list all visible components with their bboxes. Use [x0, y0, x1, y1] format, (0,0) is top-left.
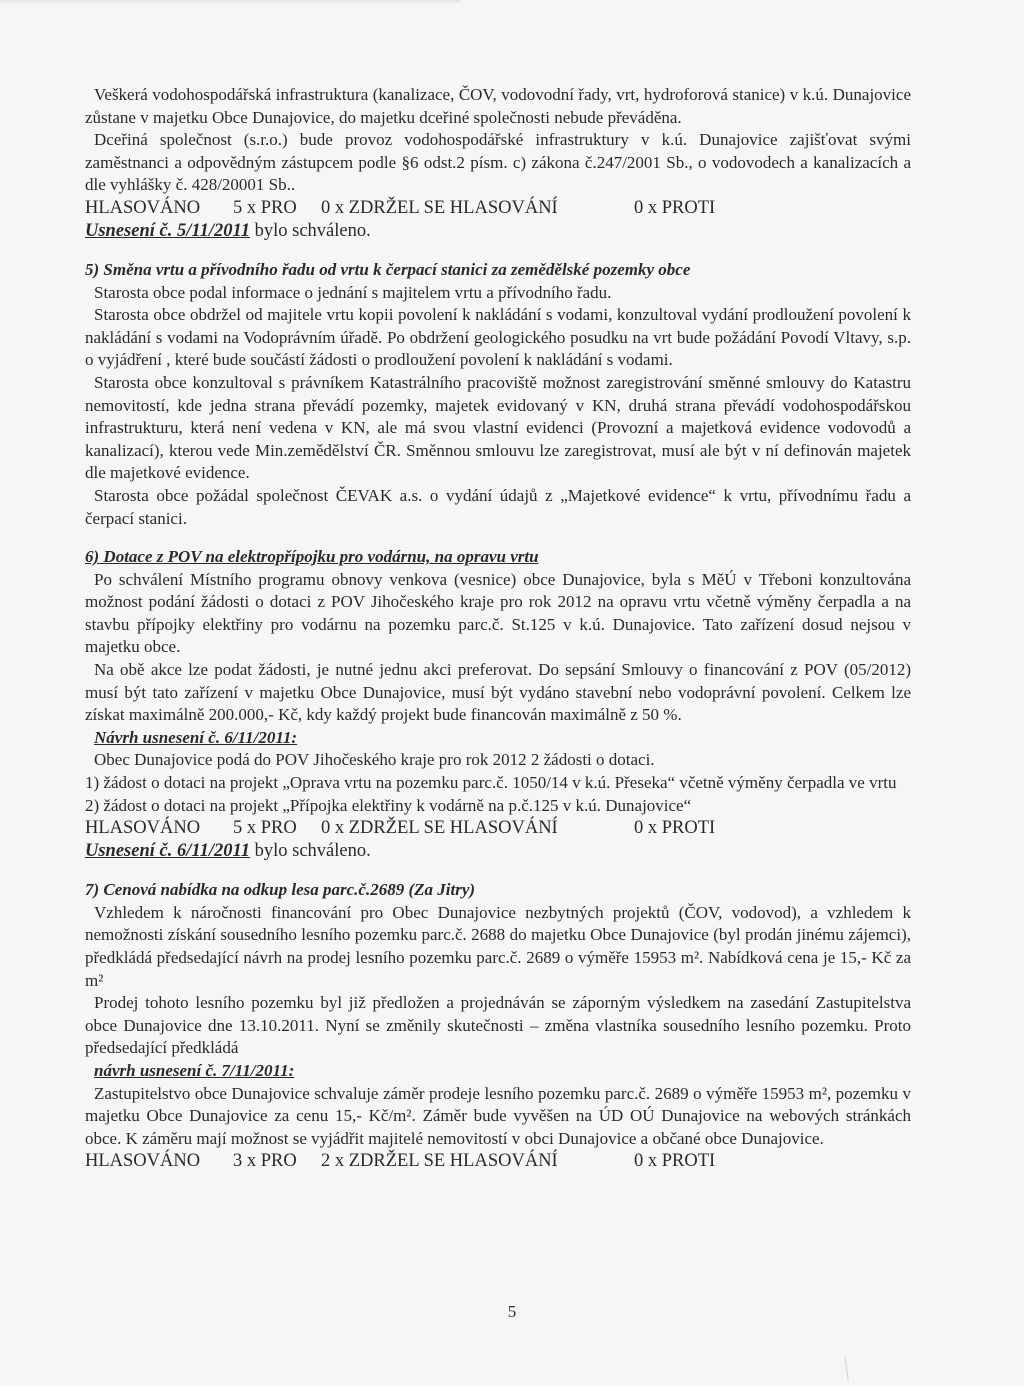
- vote-abstain: 2 x ZDRŽEL SE HLASOVÁNÍ: [321, 1151, 558, 1172]
- vote-pro: 5 x PRO: [233, 197, 297, 218]
- paragraph-7c: Zastupitelstvo obce Dunajovice schvaluje záměr prodeje lesního pozemku parc.č. 2689 o výměře 15953 m², pozemku v majetku Obce Dunajovice za cenu 15,- Kč/m². Záměr bude vyvěšen na ÚD OÚ Dunajovice na webových stránkách obce. K záměru mají možnost se vyjádřit majitelé nemovitostí v obci Dunajovice a občané obce Dunajovice.: [85, 1083, 911, 1148]
- paragraph-5a: Starosta obce podal informace o jednání s majitelem vrtu a přívodního řadu.: [94, 282, 612, 302]
- page-number: 5: [507, 1302, 517, 1321]
- paragraph-6c: Obec Dunajovice podá do POV Jihočeského kraje pro rok 2012 2 žádosti o dotaci.: [94, 750, 655, 770]
- resolution-text: bylo schváleno.: [249, 220, 371, 241]
- paragraph-subsidiary: Dceřiná společnost (s.r.o.) bude provoz vodohospodářské infrastruktury v k.ú. Dunajovice zajišťovat svými zaměstnanci a odpovědným zástupcem podle §6 odst.2 písm. c) zákona č.247/2001 Sb., o vodovodech a kanalizacích a dle vyhlášky č. 428/20001 Sb..: [85, 130, 911, 195]
- paragraph-5d: Starosta obce požádal společnost ČEVAK a.s. o vydání údajů z „Majetkové evidence“ k vrtu, přívodnímu řadu a čerpací stanici.: [85, 485, 911, 528]
- vote-record-3: [85, 1150, 911, 1173]
- vote-pro: 5 x PRO: [233, 818, 297, 839]
- vote-record-1: [85, 197, 911, 220]
- paragraph-6a: Po schválení Místního programu obnovy venkova (vesnice) obce Dunajovice, byla s MěÚ v Třeboni konzultována možnost podání žádosti o dotaci z POV Jihočeského kraje pro rok 2012 na opravu vrtu včetně výměny čerpadla a na stavbu přípojky elektřiny pro vodárnu na pozemku parc.č. St.125 v k.ú. Dunajovice. Tato zařízení dosud nejsou v majetku obce.: [85, 569, 911, 657]
- paragraph-5c: Starosta obce konzultoval s právníkem Katastrálního pracoviště možnost zaregistrování směnné smlouvy do Katastru nemovitostí, kde jedna strana převádí pozemky, majetek evidovaný v KN, druhá strana převádí vodohospodářskou infrastrukturu, která není vedena v KN, ale má svou vlastní evidenci (Provozní a majetková evidence vodovodů a kanalizací), kterou vede Min.zemědělství ČR. Směnnou smlouvu lze zaregistrovat, musí ale být v ní definován majetek dle majetkové evidence.: [85, 372, 911, 483]
- paragraph-infrastructure: Veškerá vodohospodářská infrastruktura (kanalizace, ČOV, vodovodní řady, vrt, hydroforová stanice) v k.ú. Dunajovice zůstane v majetku Obce Dunajovice, do majetku dceřiné společnosti nebude převáděna.: [85, 85, 911, 127]
- vote-record-2: [85, 817, 911, 840]
- resolution-2: [85, 840, 911, 863]
- resolution-proposal-7: návrh usnesení č. 7/11/2011:: [94, 1060, 295, 1080]
- document-page: [85, 84, 911, 1173]
- resolution-label: Usnesení č. 6/11/2011: [85, 841, 250, 862]
- section-heading-6: 6) Dotace z POV na elektropřípojku pro vodárnu, na opravu vrtu: [85, 547, 539, 567]
- resolution-1: [85, 220, 911, 243]
- vote-against: 0 x PROTI: [634, 197, 716, 218]
- scan-mark: [844, 1356, 852, 1380]
- vote-against: 0 x PROTI: [634, 1151, 716, 1172]
- paragraph-6d: 1) žádost o dotaci na projekt „Oprava vrtu na pozemku parc.č. 1050/14 v k.ú. Přeseka“ včetně výměny čerpadla ve vrtu: [85, 773, 897, 793]
- vote-label: HLASOVÁNO: [85, 1151, 201, 1172]
- resolution-proposal-6: Návrh usnesení č. 6/11/2011:: [94, 727, 298, 747]
- section-heading-7: 7) Cenová nabídka na odkup lesa parc.č.2689 (Za Jitry): [85, 880, 476, 900]
- resolution-text: bylo schváleno.: [249, 841, 371, 862]
- vote-against: 0 x PROTI: [634, 818, 716, 839]
- scan-edge: [0, 0, 460, 4]
- vote-label: HLASOVÁNO: [85, 197, 201, 218]
- paragraph-7a: Vzhledem k náročnosti financování pro Obec Dunajovice nezbytných projektů (ČOV, vodovod), a vzhledem k nemožnosti získání sousedního lesního pozemku parc.č. 2688 do majetku Obce Dunajovice (byl prodán jinému zájemci), předkládá předsedající návrh na prodej lesního pozemku parc.č. 2689 o výměře 15953 m². Nabídková cena je 15,- Kč za m²: [85, 902, 911, 990]
- paragraph-5b: Starosta obce obdržel od majitele vrtu kopii povolení k nakládání s vodami, konzultoval vydání prodloužení povolení k nakládání s vodami na Vodoprávním úřadě. Po obdržení geologického posudku na vrt bude požádání Povodí Vltavy, s.p. o vyjádření , které bude součástí žádosti o prodloužení povolení k nakládání s vodami.: [85, 305, 911, 370]
- paragraph-6e: 2) žádost o dotaci na projekt „Přípojka elektřiny k vodárně na p.č.125 v k.ú. Dunajovice“: [85, 795, 692, 815]
- vote-abstain: 0 x ZDRŽEL SE HLASOVÁNÍ: [321, 818, 558, 839]
- paragraph-6b: Na obě akce lze podat žádosti, je nutné jednu akci preferovat. Do sepsání Smlouvy o financování z POV (05/2012) musí být tato zařízení v majetku Obce Dunajovice, musí být vydáno stavební nebo vodoprávní povolení. Celkem lze získat maximálně 200.000,- Kč, kdy každý projekt bude financován maximálně z 50 %.: [85, 660, 911, 725]
- resolution-label: Usnesení č. 5/11/2011: [85, 220, 250, 241]
- paragraph-7b: Prodej tohoto lesního pozemku byl již předložen a projednáván se záporným výsledkem na zasedání Zastupitelstva obce Dunajovice dne 13.10.2011. Nyní se změnily skutečnosti – změna vlastníka sousedního lesního pozemku. Proto předsedající předkládá: [85, 993, 911, 1058]
- vote-abstain: 0 x ZDRŽEL SE HLASOVÁNÍ: [321, 197, 558, 218]
- section-heading-5: 5) Směna vrtu a přívodního řadu od vrtu k čerpací stanici za zemědělské pozemky obce: [85, 259, 691, 279]
- vote-label: HLASOVÁNO: [85, 818, 201, 839]
- vote-pro: 3 x PRO: [233, 1151, 297, 1172]
